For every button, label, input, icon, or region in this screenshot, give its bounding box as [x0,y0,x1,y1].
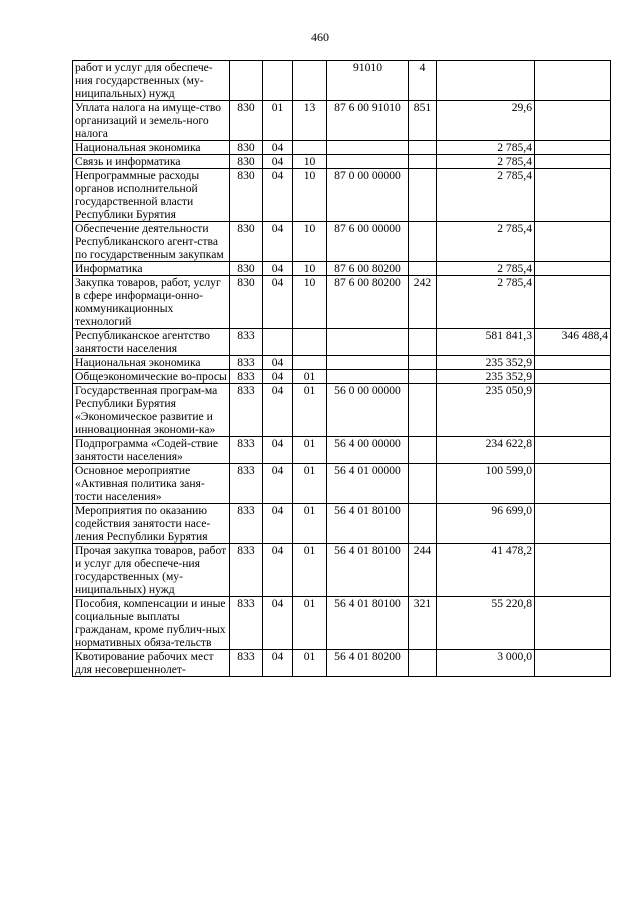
cell-expense-type [409,141,437,155]
table-row [73,384,611,437]
cell-section-code: 04 [263,464,293,504]
cell-target-article: 56 4 01 80100 [327,544,409,597]
table-row [73,650,611,677]
cell-target-article: 56 4 01 80100 [327,597,409,650]
cell-subsection-code: 10 [293,222,327,262]
cell-expense-type [409,384,437,437]
cell-subsection-code [293,329,327,356]
cell-amount [437,61,535,101]
cell-amount: 235 352,9 [437,356,535,370]
cell-amount: 581 841,3 [437,329,535,356]
cell-subsection-code: 10 [293,169,327,222]
cell-ministry-code: 830 [230,101,263,141]
cell-target-article: 87 0 00 00000 [327,169,409,222]
table-row [73,464,611,504]
cell-target-article: 56 4 01 80200 [327,650,409,677]
cell-section-code [263,329,293,356]
cell-ministry-code: 833 [230,356,263,370]
cell-subsection-code: 01 [293,384,327,437]
cell-section-code: 01 [263,101,293,141]
cell-amount: 55 220,8 [437,597,535,650]
cell-expense-type [409,329,437,356]
cell-target-article [327,155,409,169]
cell-target-article: 56 0 00 00000 [327,384,409,437]
cell-amount: 2 785,4 [437,276,535,329]
cell-expense-type [409,155,437,169]
cell-section-code: 04 [263,370,293,384]
cell-name: Основное мероприятие «Активная политика заня-тости населения» [73,464,230,504]
cell-target-article [327,370,409,384]
cell-subsection-code: 10 [293,262,327,276]
cell-section-code: 04 [263,276,293,329]
cell-ministry-code: 830 [230,276,263,329]
table-row [73,222,611,262]
cell-amount-secondary [535,169,611,222]
cell-ministry-code: 833 [230,650,263,677]
cell-expense-type [409,262,437,276]
cell-name: Обеспечение деятельности Республиканского агент-ства по государственным закупкам [73,222,230,262]
cell-amount-secondary [535,504,611,544]
cell-amount: 100 599,0 [437,464,535,504]
cell-subsection-code [293,356,327,370]
cell-ministry-code: 830 [230,155,263,169]
cell-ministry-code: 830 [230,262,263,276]
cell-amount-secondary [535,544,611,597]
cell-expense-type [409,504,437,544]
cell-amount-secondary [535,650,611,677]
cell-name: Подпрограмма «Содей-ствие занятости населения» [73,437,230,464]
cell-subsection-code [293,141,327,155]
cell-amount: 96 699,0 [437,504,535,544]
table-row [73,597,611,650]
budget-table [72,60,611,677]
cell-expense-type [409,650,437,677]
cell-ministry-code [230,61,263,101]
cell-amount-secondary [535,61,611,101]
cell-subsection-code: 01 [293,370,327,384]
cell-amount-secondary [535,384,611,437]
cell-name: Национальная экономика [73,141,230,155]
cell-subsection-code: 10 [293,276,327,329]
cell-amount: 3 000,0 [437,650,535,677]
cell-section-code: 04 [263,650,293,677]
cell-section-code: 04 [263,262,293,276]
cell-target-article: 87 6 00 80200 [327,276,409,329]
cell-expense-type [409,464,437,504]
table-row [73,544,611,597]
table-row [73,437,611,464]
cell-amount: 2 785,4 [437,222,535,262]
cell-target-article: 87 6 00 80200 [327,262,409,276]
cell-ministry-code: 833 [230,329,263,356]
cell-name: Информатика [73,262,230,276]
cell-section-code: 04 [263,356,293,370]
cell-expense-type: 851 [409,101,437,141]
cell-name: Республиканское агентство занятости населения [73,329,230,356]
cell-amount-secondary [535,356,611,370]
cell-ministry-code: 833 [230,597,263,650]
cell-ministry-code: 833 [230,384,263,437]
table-row [73,329,611,356]
cell-target-article: 56 4 01 00000 [327,464,409,504]
cell-amount-secondary [535,370,611,384]
cell-expense-type: 4 [409,61,437,101]
cell-amount: 235 050,9 [437,384,535,437]
cell-amount: 41 478,2 [437,544,535,597]
cell-name: Непрограммные расходы органов исполнительной государственной власти Республики Бурятия [73,169,230,222]
cell-section-code: 04 [263,544,293,597]
cell-name: Пособия, компенсации и иные социальные выплаты гражданам, кроме публич-ных нормативных обяза-тельств [73,597,230,650]
cell-target-article [327,356,409,370]
cell-section-code [263,61,293,101]
table-body [73,61,611,677]
table-row [73,262,611,276]
cell-subsection-code: 01 [293,504,327,544]
table-row [73,155,611,169]
cell-target-article: 87 6 00 00000 [327,222,409,262]
cell-ministry-code: 833 [230,544,263,597]
cell-name: Мероприятия по оказанию содействия занятости насе-ления Республики Бурятия [73,504,230,544]
cell-amount: 2 785,4 [437,141,535,155]
table-row [73,370,611,384]
cell-name: Связь и информатика [73,155,230,169]
cell-subsection-code: 01 [293,464,327,504]
cell-amount-secondary: 346 488,4 [535,329,611,356]
cell-amount: 2 785,4 [437,262,535,276]
cell-subsection-code: 01 [293,544,327,597]
cell-section-code: 04 [263,169,293,222]
cell-amount-secondary [535,222,611,262]
cell-ministry-code: 833 [230,464,263,504]
cell-amount-secondary [535,437,611,464]
cell-section-code: 04 [263,504,293,544]
cell-target-article [327,141,409,155]
cell-subsection-code: 13 [293,101,327,141]
table-row [73,169,611,222]
cell-expense-type [409,222,437,262]
cell-expense-type: 321 [409,597,437,650]
cell-expense-type [409,356,437,370]
table-row [73,61,611,101]
cell-name: Квотирование рабочих мест для несовершеннолет- [73,650,230,677]
cell-name: Уплата налога на имуще-ство организаций и земель-ного налога [73,101,230,141]
cell-amount: 2 785,4 [437,169,535,222]
cell-amount: 235 352,9 [437,370,535,384]
cell-ministry-code: 830 [230,141,263,155]
cell-subsection-code: 01 [293,597,327,650]
cell-amount: 234 622,8 [437,437,535,464]
cell-section-code: 04 [263,597,293,650]
cell-expense-type [409,370,437,384]
table-row [73,356,611,370]
cell-expense-type [409,169,437,222]
cell-expense-type [409,437,437,464]
cell-section-code: 04 [263,141,293,155]
cell-name: Национальная экономика [73,356,230,370]
page-number: 460 [311,30,329,44]
cell-target-article: 56 4 01 80100 [327,504,409,544]
cell-target-article: 87 6 00 91010 [327,101,409,141]
cell-ministry-code: 833 [230,370,263,384]
cell-expense-type: 242 [409,276,437,329]
cell-amount-secondary [535,597,611,650]
cell-ministry-code: 833 [230,437,263,464]
cell-name: Прочая закупка товаров, работ и услуг для обеспече-ния государственных (му-ниципальных) нужд [73,544,230,597]
cell-expense-type: 244 [409,544,437,597]
table-row [73,101,611,141]
cell-name: Государственная програм-ма Республики Бурятия «Экономическое развитие и инновационная экономи-ка» [73,384,230,437]
cell-ministry-code: 830 [230,169,263,222]
cell-ministry-code: 833 [230,504,263,544]
table-row [73,141,611,155]
cell-amount-secondary [535,155,611,169]
cell-subsection-code: 01 [293,437,327,464]
cell-name: Общеэкономические во-просы [73,370,230,384]
table-row [73,276,611,329]
cell-subsection-code: 01 [293,650,327,677]
cell-amount-secondary [535,262,611,276]
cell-amount: 29,6 [437,101,535,141]
cell-target-article: 56 4 00 00000 [327,437,409,464]
cell-section-code: 04 [263,437,293,464]
cell-amount-secondary [535,276,611,329]
cell-section-code: 04 [263,222,293,262]
cell-amount-secondary [535,464,611,504]
table-row [73,504,611,544]
cell-subsection-code: 10 [293,155,327,169]
cell-subsection-code [293,61,327,101]
cell-amount-secondary [535,101,611,141]
cell-amount: 2 785,4 [437,155,535,169]
cell-section-code: 04 [263,384,293,437]
cell-amount-secondary [535,141,611,155]
cell-target-article: 91010 [327,61,409,101]
cell-ministry-code: 830 [230,222,263,262]
cell-target-article [327,329,409,356]
cell-section-code: 04 [263,155,293,169]
cell-name: Закупка товаров, работ, услуг в сфере информаци-онно-коммуникационных технологий [73,276,230,329]
cell-name: работ и услуг для обеспече-ния государственных (му-ниципальных) нужд [73,61,230,101]
